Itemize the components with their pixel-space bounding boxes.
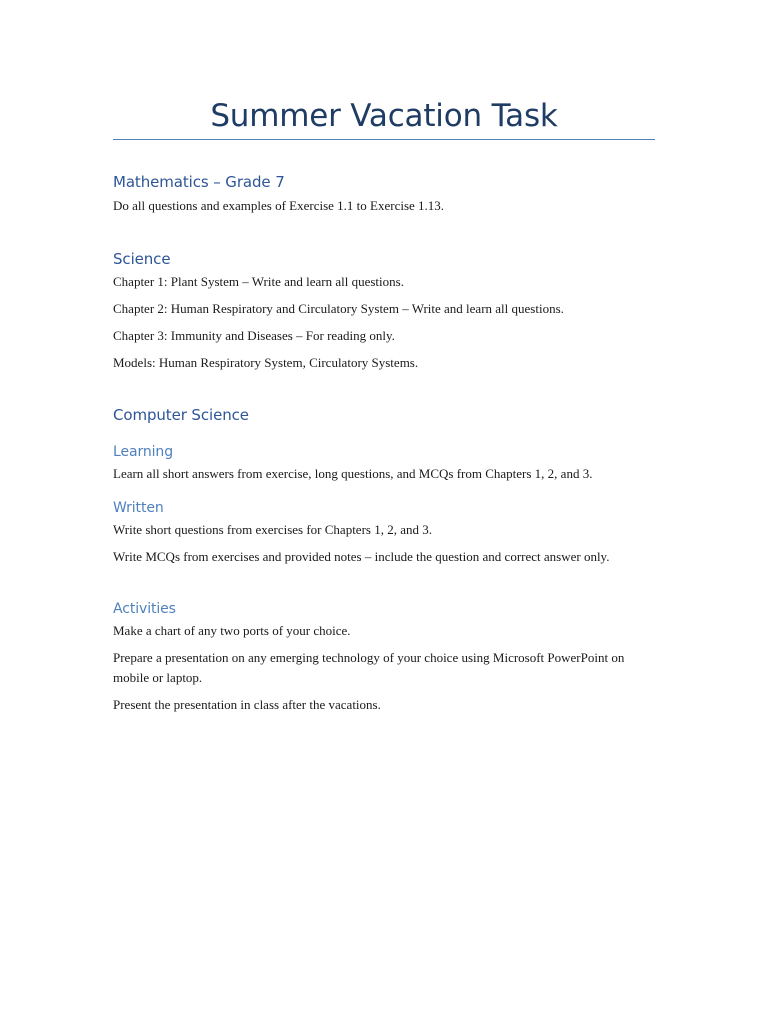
written-subheading: Written	[113, 500, 164, 516]
activities-paragraph-2: Prepare a presentation on any emerging technology of your choice using Microsoft PowerPoint on mobile or laptop.	[113, 650, 625, 685]
document-title: Summer Vacation Task	[210, 98, 558, 134]
written-paragraph-1: Write short questions from exercises for Chapters 1, 2, and 3.	[113, 522, 432, 537]
learning-subheading: Learning	[113, 444, 173, 460]
activities-paragraph-1: Make a chart of any two ports of your choice.	[113, 623, 351, 638]
computer-science-heading: Computer Science	[113, 406, 249, 424]
science-paragraph-2: Chapter 2: Human Respiratory and Circulatory System – Write and learn all questions.	[113, 301, 564, 316]
document-page	[113, 0, 655, 712]
mathematics-paragraph-1: Do all questions and examples of Exercise 1.1 to Exercise 1.13.	[113, 198, 445, 213]
science-paragraph-1: Chapter 1: Plant System – Write and learn all questions.	[113, 274, 404, 289]
written-paragraph-2: Write MCQs from exercises and provided notes – include the question and correct answer only.	[113, 549, 610, 564]
learning-paragraph-1: Learn all short answers from exercise, long questions, and MCQs from Chapters 1, 2, and 3.	[113, 466, 593, 481]
activities-subheading: Activities	[113, 601, 176, 617]
title-underline	[113, 139, 655, 140]
science-paragraph-3: Chapter 3: Immunity and Diseases – For reading only.	[113, 328, 395, 343]
science-heading: Science	[113, 250, 171, 268]
science-paragraph-4: Models: Human Respiratory System, Circulatory Systems.	[113, 355, 419, 370]
activities-paragraph-3: Present the presentation in class after the vacations.	[113, 697, 381, 712]
mathematics-heading: Mathematics – Grade 7	[113, 173, 285, 191]
